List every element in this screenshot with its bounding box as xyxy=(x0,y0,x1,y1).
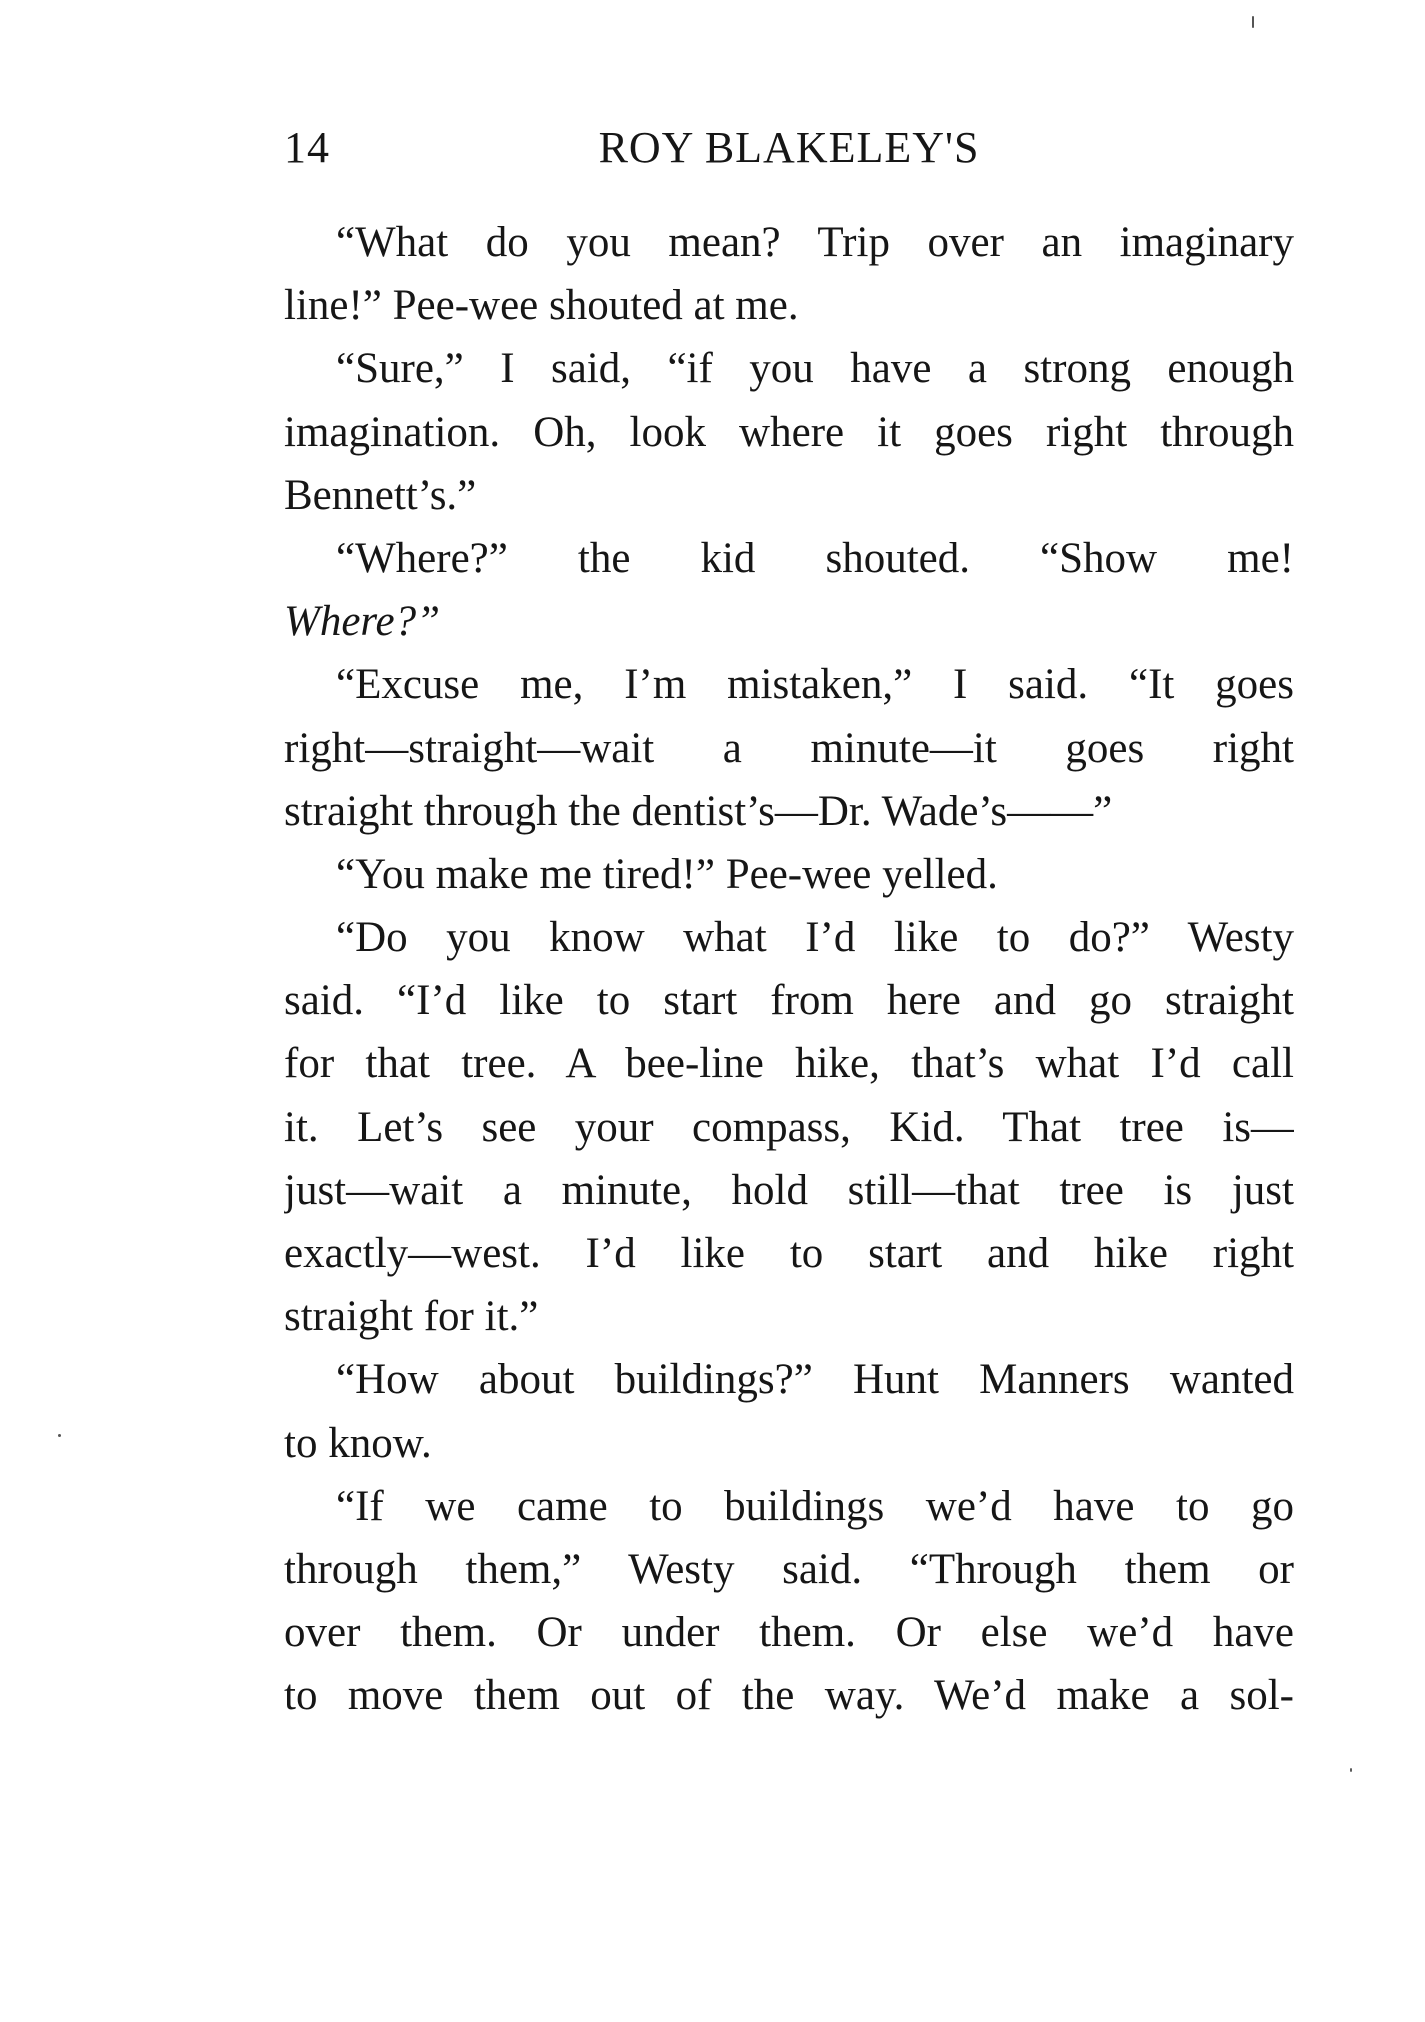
text-line: Bennett’s.” xyxy=(284,471,477,519)
text-line: it. Let’s see your compass, Kid. That tree is— xyxy=(284,1103,1294,1151)
text-line: “What do you mean? Trip over an imaginary xyxy=(336,219,1294,266)
text-line: right—straight—wait a minute—it goes right xyxy=(284,724,1294,772)
text-line: straight for it.” xyxy=(284,1293,539,1341)
body-text xyxy=(284,211,1294,1728)
page-header xyxy=(284,118,1294,178)
scan-speck xyxy=(58,1434,61,1437)
text-line: said. “I’d like to start from here and go straight xyxy=(284,977,1294,1025)
text-line: “If we came to buildings we’d have to go xyxy=(336,1482,1294,1530)
text-line: to know. xyxy=(284,1419,432,1467)
text-line: “You make me tired!” Pee-wee yelled. xyxy=(336,850,998,898)
text-line: exactly—west. I’d like to start and hike right xyxy=(284,1230,1294,1277)
text-line: over them. Or under them. Or else we’d have xyxy=(284,1609,1294,1657)
running-head: ROY BLAKELEY'S xyxy=(598,123,980,172)
page-number: 14 xyxy=(284,123,330,172)
text-line: imagination. Oh, look where it goes right through xyxy=(284,408,1294,456)
text-line: “How about buildings?” Hunt Manners wanted xyxy=(336,1356,1294,1404)
scan-speck xyxy=(1350,1768,1352,1772)
text-line: to move them out of the way. We’d make a sol- xyxy=(284,1672,1294,1720)
text-line: “Excuse me, I’m mistaken,” I said. “It goes xyxy=(336,661,1294,709)
text-line: “Do you know what I’d like to do?” Westy xyxy=(336,914,1294,962)
text-line: “Where?” the kid shouted. “Show me! xyxy=(336,534,1294,582)
text-line: “Sure,” I said, “if you have a strong enough xyxy=(336,345,1294,393)
text-line: for that tree. A bee-line hike, that’s what I’d call xyxy=(284,1040,1294,1088)
text-line: line!” Pee-wee shouted at me. xyxy=(284,282,799,330)
italic-line: Where?” xyxy=(284,598,441,646)
text-line: just—wait a minute, hold still—that tree is just xyxy=(284,1166,1294,1214)
scan-speck xyxy=(1252,16,1254,28)
text-line: through them,” Westy said. “Through them or xyxy=(284,1545,1294,1593)
text-line: straight through the dentist’s—Dr. Wade’s——” xyxy=(284,787,1113,835)
